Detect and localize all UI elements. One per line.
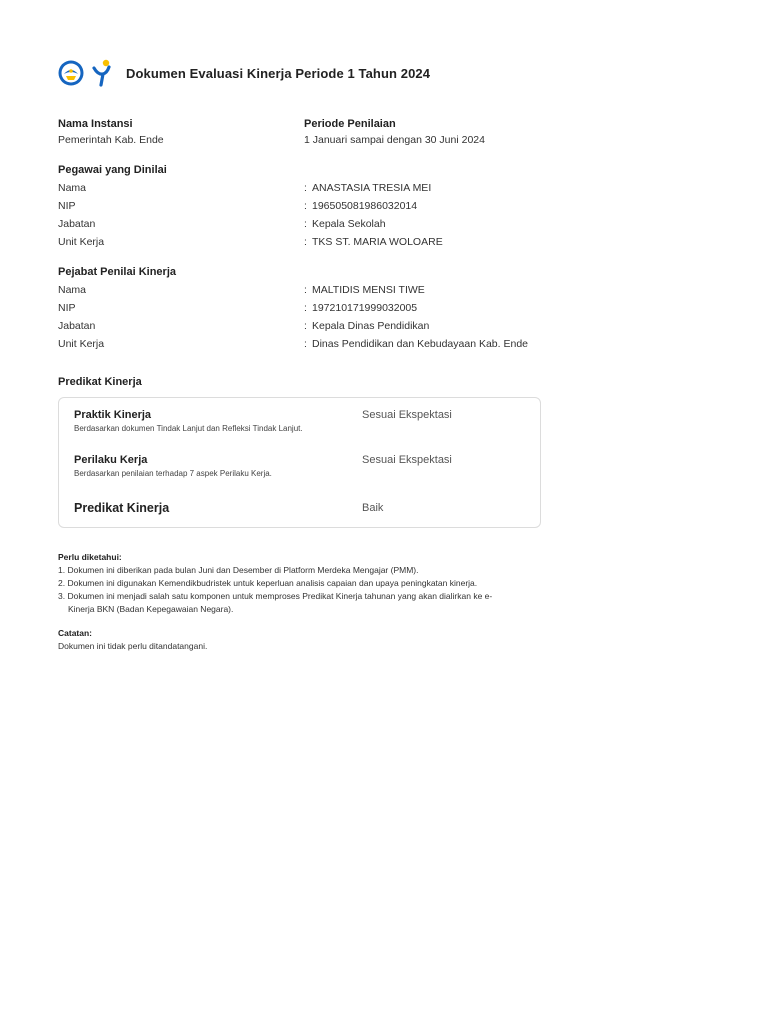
pejabat-heading: Pejabat Penilai Kinerja	[58, 266, 176, 278]
pejabat-nip-value: 197210171999032005	[312, 302, 418, 314]
predikat-heading: Predikat Kinerja	[58, 376, 142, 388]
notes-heading: Perlu diketahui:	[58, 552, 122, 562]
colon: :	[304, 320, 307, 332]
merdeka-mengajar-logo-icon	[92, 59, 112, 87]
pejabat-nama-value: MALTIDIS MENSI TIWE	[312, 284, 425, 296]
pegawai-nama-label: Nama	[58, 182, 87, 194]
instansi-label: Nama Instansi	[58, 118, 133, 130]
catatan-text: Dokumen ini tidak perlu ditandatangani.	[58, 641, 208, 651]
colon: :	[304, 236, 307, 248]
perilaku-kerja-value: Sesuai Ekspektasi	[362, 454, 452, 466]
pejabat-nip-label: NIP	[58, 302, 76, 314]
perilaku-kerja-desc: Berdasarkan penilaian terhadap 7 aspek Perilaku Kerja.	[74, 469, 272, 478]
colon: :	[304, 200, 307, 212]
catatan-heading: Catatan:	[58, 628, 93, 638]
colon: :	[304, 218, 307, 230]
pegawai-unit-label: Unit Kerja	[58, 236, 105, 248]
colon: :	[304, 302, 307, 314]
pejabat-jabatan-value: Kepala Dinas Pendidikan	[312, 320, 430, 332]
predikat-card	[58, 397, 541, 528]
colon: :	[304, 182, 307, 194]
instansi-value: Pemerintah Kab. Ende	[58, 134, 164, 146]
note-item-3-continued: Kinerja BKN (Badan Kepegawaian Negara).	[68, 604, 234, 614]
note-item-2: 2. Dokumen ini digunakan Kemendikbudristek untuk keperluan analisis capaian dan upaya peningkatan kinerja.	[58, 578, 478, 588]
tut-wuri-handayani-logo-icon	[58, 60, 84, 86]
pegawai-nip-value: 196505081986032014	[312, 200, 418, 212]
praktik-kinerja-desc: Berdasarkan dokumen Tindak Lanjut dan Refleksi Tindak Lanjut.	[74, 424, 303, 433]
pegawai-nip-label: NIP	[58, 200, 76, 212]
pegawai-jabatan-value: Kepala Sekolah	[312, 218, 386, 230]
colon: :	[304, 284, 307, 296]
periode-value: 1 Januari sampai dengan 30 Juni 2024	[304, 134, 485, 146]
periode-label: Periode Penilaian	[304, 118, 396, 130]
document-title: Dokumen Evaluasi Kinerja Periode 1 Tahun 2024	[126, 65, 431, 81]
document-header	[58, 58, 430, 88]
pejabat-jabatan-label: Jabatan	[58, 320, 96, 332]
pegawai-unit-value: TKS ST. MARIA WOLOARE	[312, 236, 443, 248]
note-item-3: 3. Dokumen ini menjadi salah satu komponen untuk memproses Predikat Kinerja tahunan yang akan dialirkan ke e-	[58, 591, 493, 601]
pejabat-nama-label: Nama	[58, 284, 87, 296]
praktik-kinerja-title: Praktik Kinerja	[74, 409, 152, 421]
pegawai-heading: Pegawai yang Dinilai	[58, 164, 167, 176]
predikat-final-title: Predikat Kinerja	[74, 501, 170, 515]
pegawai-jabatan-label: Jabatan	[58, 218, 96, 230]
pejabat-unit-value: Dinas Pendidikan dan Kebudayaan Kab. Ende	[312, 338, 528, 350]
perilaku-kerja-title: Perilaku Kerja	[74, 454, 148, 466]
praktik-kinerja-value: Sesuai Ekspektasi	[362, 409, 452, 421]
colon: :	[304, 338, 307, 350]
pejabat-unit-label: Unit Kerja	[58, 338, 105, 350]
note-item-1: 1. Dokumen ini diberikan pada bulan Juni dan Desember di Platform Merdeka Mengajar (PMM).	[58, 565, 419, 575]
pegawai-nama-value: ANASTASIA TRESIA MEI	[312, 182, 432, 194]
predikat-final-value: Baik	[362, 502, 384, 514]
